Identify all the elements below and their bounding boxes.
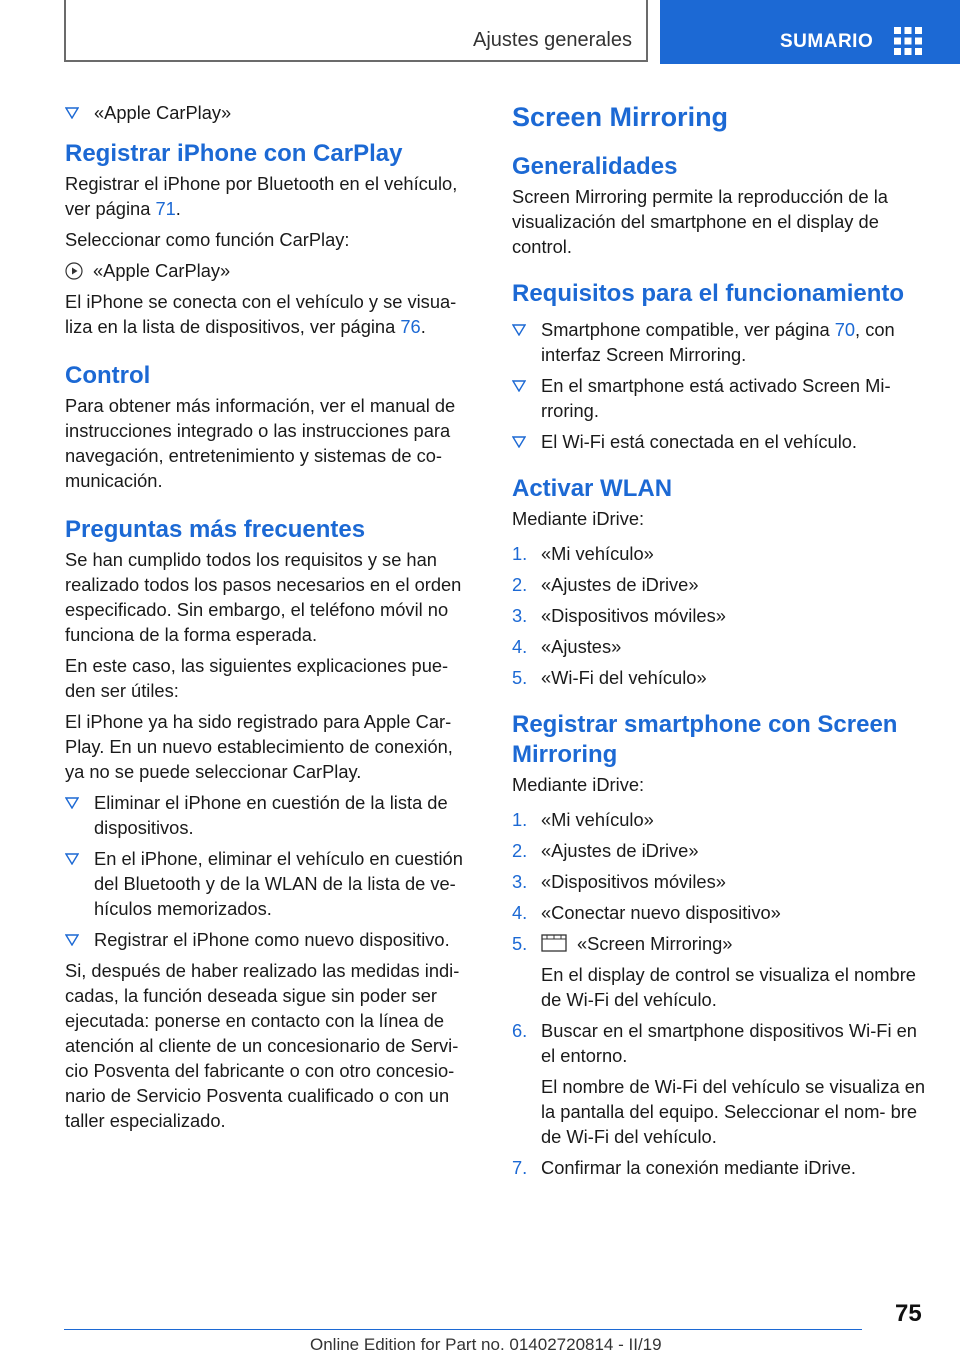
sumario-button[interactable] — [660, 0, 960, 64]
page-link-71[interactable]: 71 — [155, 198, 176, 219]
heading-generalidades: Generalidades — [512, 153, 678, 180]
heading-activar-wlan: Activar WLAN — [512, 475, 673, 502]
header-title-box — [64, 0, 648, 62]
paragraph-carplay-selection: «Apple CarPlay» — [65, 258, 477, 283]
triangle-bullet-icon — [512, 380, 526, 392]
footer-divider — [64, 1329, 862, 1330]
list-item: Smartphone compatible, ver página 70, con interfaz Screen Mirroring. — [512, 317, 932, 367]
list-item: 7. Confirmar la conexión mediante iDrive. — [512, 1157, 856, 1178]
triangle-bullet-icon — [512, 436, 526, 448]
page-link-76[interactable]: 76 — [400, 316, 421, 337]
section-title: Ajustes generales — [473, 29, 632, 51]
triangle-bullet-icon — [65, 107, 79, 119]
left-column — [65, 100, 477, 1139]
list-item: 4. «Ajustes» — [512, 636, 622, 657]
list-item-note: El nombre de Wi-Fi del vehículo se visualiza en la pantalla del equipo. Seleccionar el nom‐ bre de Wi-Fi del vehículo. — [541, 1076, 926, 1147]
list-item: El Wi-Fi está conectada en el vehículo. — [512, 429, 932, 454]
paragraph-registrar-2: Seleccionar como función CarPlay: — [65, 229, 350, 250]
list-item: 4. «Conectar nuevo dispositivo» — [512, 902, 781, 923]
list-item: Eliminar el iPhone en cuestión de la lista de dispositivos. — [65, 790, 477, 840]
list-item: En el smartphone está activado Screen Mi‐ rroring. — [512, 373, 932, 423]
list-item: 5. «Wi-Fi del vehículo» — [512, 667, 707, 688]
list-item: 3. «Dispositivos móviles» — [512, 605, 726, 626]
triangle-bullet-icon — [65, 934, 79, 946]
paragraph-preguntas-2: En este caso, las siguientes explicaciones pue‐ den ser útiles: — [65, 655, 449, 701]
intro-bullet — [65, 100, 477, 125]
paragraph-wlan: Mediante iDrive: — [512, 508, 645, 529]
heading-preguntas: Preguntas más frecuentes — [65, 516, 366, 543]
grid-icon — [894, 27, 922, 55]
paragraph-registrar-3: El iPhone se conecta con el vehículo y se visua‐ liza en la lista de dispositivos, ver página 76. — [65, 291, 457, 337]
right-column — [512, 100, 932, 1186]
paragraph-registrar-sm: Mediante iDrive: — [512, 774, 645, 795]
list-item: 2. «Ajustes de iDrive» — [512, 574, 699, 595]
paragraph-generalidades: Screen Mirroring permite la reproducción de la visualización del smartphone en el display de control. — [512, 186, 888, 257]
triangle-bullet-icon — [65, 797, 79, 809]
heading-control: Control — [65, 362, 151, 389]
list-item: 5. «Screen Mirroring» — [512, 933, 733, 954]
list-item: Registrar el iPhone como nuevo dispositivo. — [65, 927, 477, 952]
paragraph-control: Para obtener más información, ver el manual de instrucciones integrado o las instrucciones para navegación, entretenimiento y sistemas de co‐ municación. — [65, 395, 456, 491]
triangle-bullet-icon — [512, 324, 526, 336]
paragraph-final: Si, después de haber realizado las medidas indi‐ cadas, la función deseada sigue sin poder ser ejecutada: ponerse en contacto con la línea de atención al cliente de un concesionario de Servi‐ cio Posventa del fabricante o con otro concesio‐ nario de Servicio Posventa cualificado o con un taller especializado. — [65, 960, 460, 1131]
triangle-bullet-icon — [65, 853, 79, 865]
list-item: En el iPhone, eliminar el vehículo en cuestión del Bluetooth y de la WLAN de la lista de ve‐ hículos memorizados. — [65, 846, 477, 921]
list-item-note: En el display de control se visualiza el nombre de Wi-Fi del vehículo. — [541, 964, 916, 1010]
heading-registrar-smartphone: Registrar smartphone con Screen Mirroring — [512, 711, 898, 768]
intro-bullet-text: «Apple CarPlay» — [94, 102, 232, 123]
paragraph-preguntas-1: Se han cumplido todos los requisitos y se han realizado todos los pasos necesarios en el orden especificado. Sin embargo, el teléfono móvil no funciona de la forma esperada. — [65, 549, 462, 645]
screen-mirroring-icon — [541, 933, 567, 953]
heading-registrar-carplay: Registrar iPhone con CarPlay — [65, 140, 403, 167]
page-number: 75 — [895, 1300, 922, 1327]
sumario-label: SUMARIO — [780, 31, 874, 52]
paragraph-preguntas-3: El iPhone ya ha sido registrado para Apple Car‐ Play. En un nuevo establecimiento de conexión, ya no se puede seleccionar CarPlay. — [65, 711, 453, 782]
list-item: 1. «Mi vehículo» — [512, 809, 654, 830]
list-item: 1. «Mi vehículo» — [512, 543, 654, 564]
play-circle-icon — [65, 262, 83, 280]
list-item: 3. «Dispositivos móviles» — [512, 871, 726, 892]
page-link-70[interactable]: 70 — [834, 319, 856, 340]
edition-text: Online Edition for Part no. 01402720814 - II/19 — [310, 1335, 662, 1354]
page-header — [64, 0, 960, 64]
list-item: 6. Buscar en el smartphone dispositivos Wi-Fi en el entorno. — [512, 1020, 917, 1066]
heading-requisitos: Requisitos para el funcionamiento — [512, 280, 905, 307]
paragraph-registrar-1: Registrar el iPhone por Bluetooth en el vehículo, ver página 71. — [65, 173, 458, 219]
heading-screen-mirroring: Screen Mirroring — [512, 102, 729, 132]
list-item: 2. «Ajustes de iDrive» — [512, 840, 699, 861]
